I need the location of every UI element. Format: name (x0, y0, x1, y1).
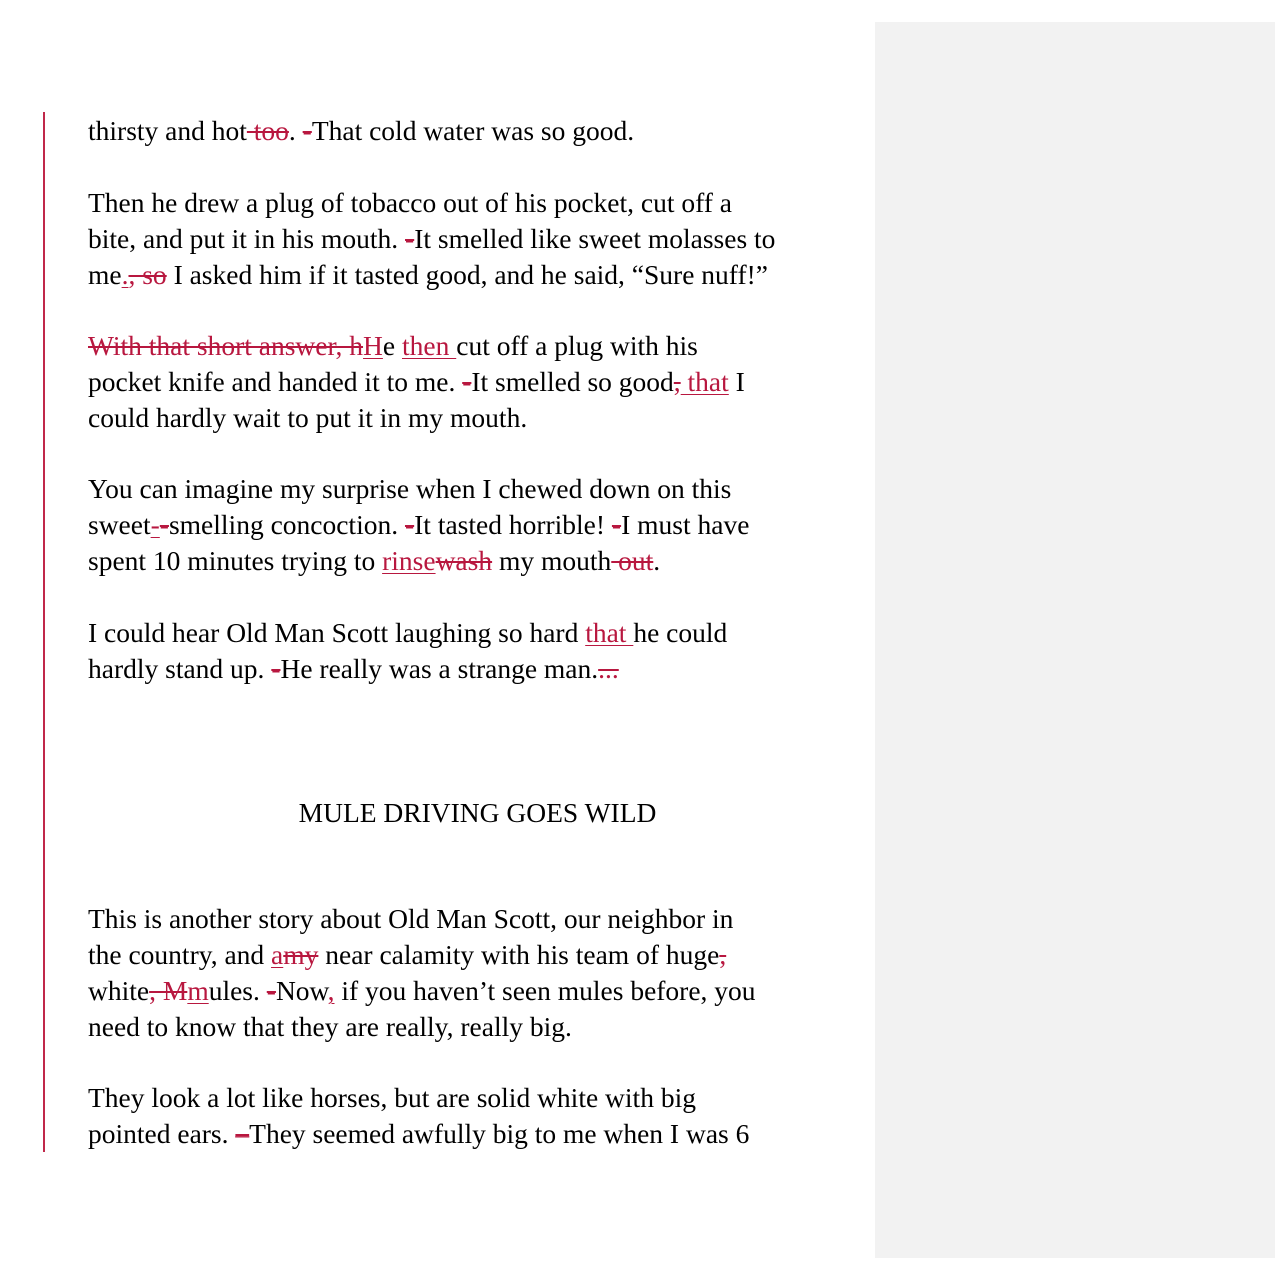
text-run: thirsty and hot (88, 115, 247, 146)
text-run: That cold water was so good. (311, 115, 635, 146)
deleted-text: - (404, 509, 415, 540)
section-title: MULE DRIVING GOES WILD (298, 797, 657, 828)
text-run: he could (633, 617, 728, 648)
inserted-text: m (187, 975, 209, 1006)
text-line (88, 328, 878, 364)
inserted-text: - (150, 509, 160, 540)
text-line (88, 973, 878, 1009)
deleted-text: out (611, 545, 654, 576)
text-run: cut off a plug with his (456, 330, 698, 361)
paragraph (88, 615, 878, 687)
deleted-text: , M (149, 975, 188, 1006)
text-run: pointed ears. (88, 1118, 236, 1149)
text-run: the country, and (88, 939, 272, 970)
text-line (88, 1116, 878, 1152)
text-run: e (382, 330, 402, 361)
text-line (88, 651, 878, 687)
text-run: I must have (621, 509, 750, 540)
paragraph (88, 471, 878, 579)
deleted-text: ... (598, 653, 619, 684)
deleted-text: – (235, 1118, 250, 1149)
text-run: bite, and put it in his mouth. (88, 223, 406, 254)
text-run: need to know that they are really, really big. (88, 1011, 572, 1042)
text-line (88, 400, 878, 436)
deleted-text: - (302, 115, 312, 146)
text-line (88, 615, 878, 651)
inserted-text: then (402, 330, 457, 361)
text-line (88, 113, 878, 149)
deleted-text: wash (435, 545, 493, 576)
text-run: I (728, 366, 745, 397)
inserted-text: H (363, 330, 383, 361)
text-run: Then he drew a plug of tobacco out of his pocket, cut off a (88, 187, 733, 218)
deleted-text: - (271, 653, 281, 684)
text-line (88, 1009, 878, 1045)
paragraph (88, 185, 878, 293)
text-run: me (88, 259, 122, 290)
paragraph (88, 1080, 878, 1152)
deleted-text: - (266, 975, 276, 1006)
text-line (88, 937, 878, 973)
text-run: They look a lot like horses, but are solid white with big (88, 1082, 696, 1113)
text-line (88, 507, 878, 543)
paragraph (88, 328, 878, 436)
text-run: pocket knife and handed it to me. (88, 366, 463, 397)
text-run: You can imagine my surprise when I chewed down on this (88, 473, 732, 504)
text-run: smelling concoction. (168, 509, 405, 540)
track-changes-bar (43, 112, 45, 1152)
deleted-text: - (159, 509, 169, 540)
text-run: It smelled like sweet molasses to (414, 223, 776, 254)
inserted-text: rinse (382, 545, 436, 576)
text-run: It tasted horrible! (414, 509, 612, 540)
text-run: I could hear Old Man Scott laughing so hard (88, 617, 586, 648)
text-run: He really was a strange man. (280, 653, 599, 684)
inserted-text: that (585, 617, 634, 648)
deleted-text: - (405, 223, 415, 254)
deleted-text: With that short answer, h (88, 330, 364, 361)
deleted-text: too (246, 115, 289, 146)
text-line (88, 543, 878, 579)
deleted-text: , (719, 939, 727, 970)
paragraph (88, 113, 878, 149)
text-run: I asked him if it tasted good, and he said, “Sure nuff!” (166, 259, 768, 290)
text-run: Now (275, 975, 328, 1006)
text-run: It smelled so good (471, 366, 674, 397)
text-line (88, 1080, 878, 1116)
text-line (88, 364, 878, 400)
text-line (88, 185, 878, 221)
text-run: near calamity with his team of huge (318, 939, 720, 970)
text-run: my mouth (492, 545, 612, 576)
inserted-text: , (327, 975, 335, 1006)
markup-comment-pane (875, 22, 1275, 1258)
text-line (88, 221, 878, 257)
text-run: They seemed awfully big to me when I was 6 (249, 1118, 750, 1149)
inserted-text: a (271, 939, 284, 970)
text-run: sweet (88, 509, 151, 540)
text-run: hardly stand up. (88, 653, 272, 684)
inserted-text: that (680, 366, 729, 397)
deleted-text: my (283, 939, 319, 970)
text-run: . (653, 545, 661, 576)
text-line (88, 257, 878, 293)
text-run: white (88, 975, 150, 1006)
text-run: This is another story about Old Man Scott, our neighbor in (88, 903, 734, 934)
deleted-text: , so (128, 259, 167, 290)
text-run: if you haven’t seen mules before, you (334, 975, 756, 1006)
text-line (88, 901, 878, 937)
deleted-text: - (462, 366, 472, 397)
text-run: . (288, 115, 303, 146)
paragraph (88, 901, 878, 1045)
deleted-text: , (673, 366, 681, 397)
text-run: could hardly wait to put it in my mouth. (88, 402, 528, 433)
text-run: spent 10 minutes trying to (88, 545, 383, 576)
deleted-text: - (611, 509, 622, 540)
text-run: ules. (208, 975, 267, 1006)
inserted-text: . (121, 259, 129, 290)
text-line (88, 471, 878, 507)
